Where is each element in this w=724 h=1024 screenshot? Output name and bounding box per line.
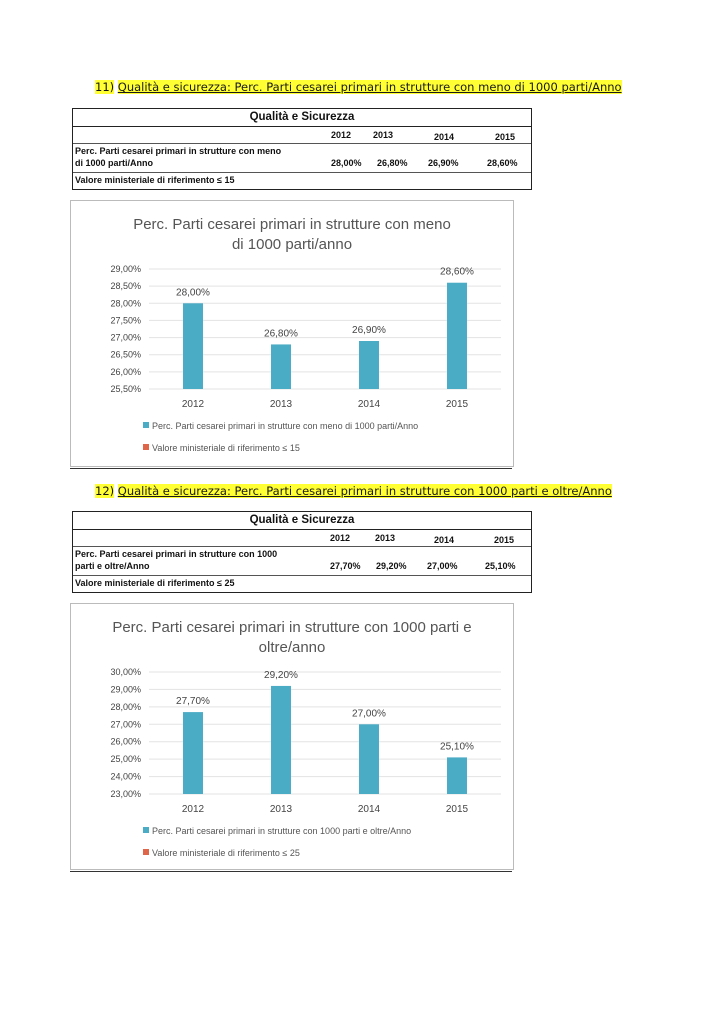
data-label: 27,00% <box>352 708 386 720</box>
table-value: 28,60% <box>487 158 518 168</box>
legend-entry: Valore ministeriale di riferimento ≤ 15 <box>152 443 300 453</box>
y-tick-label: 26,50% <box>110 349 141 360</box>
bar <box>271 686 291 794</box>
chart-svg <box>71 201 513 466</box>
data-label: 26,90% <box>352 325 386 336</box>
section-number: 11) <box>95 80 115 94</box>
legend-swatch <box>143 444 149 450</box>
section-heading-11 <box>95 80 622 94</box>
section-heading-text: Qualità e sicurezza: Perc. Parti cesarei primari in strutture con meno di 1000 parti/Anno <box>117 80 622 94</box>
y-tick-label: 27,00% <box>110 332 141 343</box>
data-label: 25,10% <box>440 741 474 753</box>
chart-svg <box>71 604 513 869</box>
legend-swatch <box>143 827 149 833</box>
table-title: Qualità e Sicurezza <box>73 512 531 530</box>
x-tick-label: 2015 <box>445 804 469 815</box>
row-label: di 1000 parti/Anno <box>75 158 154 168</box>
x-tick-label: 2013 <box>269 804 293 815</box>
x-tick-label: 2015 <box>445 399 469 410</box>
section-heading-12 <box>95 484 612 498</box>
y-tick-label: 29,00% <box>110 264 141 274</box>
x-tick-label: 2014 <box>357 399 381 410</box>
table-value: 25,10% <box>485 561 516 571</box>
year-header: 2015 <box>495 132 516 142</box>
table-value: 28,00% <box>331 158 362 168</box>
x-tick-label: 2012 <box>181 804 205 815</box>
y-tick-label: 28,00% <box>110 701 141 712</box>
year-header: 2012 <box>331 130 352 140</box>
table-value: 26,80% <box>377 158 408 168</box>
legend-entry: Perc. Parti cesarei primari in strutture con 1000 parti e oltre/Anno <box>152 826 412 836</box>
y-tick-label: 29,00% <box>110 684 141 695</box>
row-label: Perc. Parti cesarei primari in strutture con 1000 <box>75 549 278 559</box>
reference-label: Valore ministeriale di riferimento ≤ 25 <box>75 578 235 588</box>
legend-entry: Perc. Parti cesarei primari in strutture con meno di 1000 parti/Anno <box>152 421 419 431</box>
legend-entry: Valore ministeriale di riferimento ≤ 25 <box>152 848 300 858</box>
legend-swatch <box>143 849 149 855</box>
data-table-12 <box>72 511 532 593</box>
section-heading-text: Qualità e sicurezza: Perc. Parti cesarei primari in strutture con 1000 parti e oltre/Anno <box>117 484 612 498</box>
y-tick-label: 30,00% <box>110 667 141 677</box>
section-number: 12) <box>95 484 115 498</box>
bar <box>183 303 203 389</box>
y-tick-label: 27,00% <box>110 719 141 730</box>
chart-title: Perc. Parti cesarei primari in strutture con meno <box>133 216 451 233</box>
y-tick-label: 28,00% <box>110 298 141 309</box>
bar <box>359 341 379 389</box>
y-tick-label: 25,00% <box>110 754 141 765</box>
year-header: 2015 <box>494 535 515 545</box>
y-tick-label: 27,50% <box>110 315 141 326</box>
bar <box>359 724 379 794</box>
bar <box>271 344 291 389</box>
reference-label: Valore ministeriale di riferimento ≤ 15 <box>75 175 235 185</box>
y-tick-label: 25,50% <box>110 384 141 394</box>
data-label: 28,60% <box>440 266 474 278</box>
y-tick-label: 24,00% <box>110 771 141 782</box>
year-header: 2013 <box>375 533 396 543</box>
bar <box>183 712 203 794</box>
bar <box>447 283 467 389</box>
year-header: 2014 <box>434 535 455 545</box>
table-title: Qualità e Sicurezza <box>73 109 531 127</box>
data-label: 29,20% <box>264 669 298 681</box>
y-tick-label: 23,00% <box>110 789 141 799</box>
y-tick-label: 28,50% <box>110 281 141 292</box>
bar-chart-12 <box>70 603 514 870</box>
row-label: parti e oltre/Anno <box>75 561 150 571</box>
y-tick-label: 26,00% <box>110 736 141 747</box>
x-tick-label: 2012 <box>181 399 205 410</box>
x-tick-label: 2014 <box>357 804 381 815</box>
bar-chart-11 <box>70 200 514 467</box>
chart-title: Perc. Parti cesarei primari in strutture con 1000 parti e <box>112 619 472 636</box>
row-label: Perc. Parti cesarei primari in strutture con meno <box>75 146 282 156</box>
chart-title: di 1000 parti/anno <box>231 236 353 253</box>
table-value: 26,90% <box>428 158 459 168</box>
data-label: 26,80% <box>264 328 298 340</box>
table-value: 29,20% <box>376 561 407 571</box>
legend-swatch <box>143 422 149 428</box>
year-header: 2012 <box>330 533 351 543</box>
year-header: 2014 <box>434 132 455 142</box>
table-value: 27,00% <box>427 561 458 571</box>
chart-title: oltre/anno <box>258 639 326 656</box>
data-table-11 <box>72 108 532 190</box>
y-tick-label: 26,00% <box>110 366 141 377</box>
data-label: 27,70% <box>176 696 210 708</box>
bar <box>447 757 467 794</box>
year-header: 2013 <box>373 130 394 140</box>
table-value: 27,70% <box>330 561 361 571</box>
data-label: 28,00% <box>176 287 210 299</box>
x-tick-label: 2013 <box>269 399 293 410</box>
